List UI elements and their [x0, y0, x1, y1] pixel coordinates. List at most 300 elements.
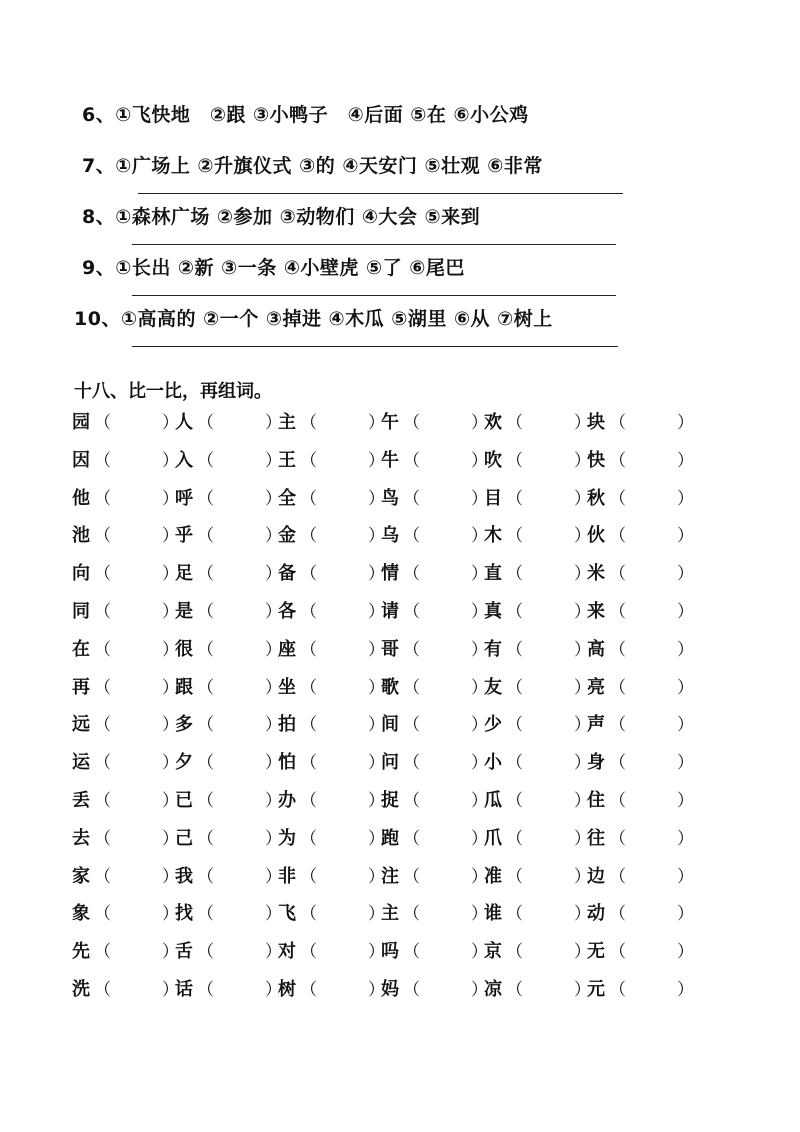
- grid-row: [72, 480, 712, 518]
- grid-cell: [381, 555, 488, 593]
- close-paren: ）: [265, 601, 282, 622]
- answer-line-9[interactable]: [132, 295, 616, 296]
- grid-character: 他: [72, 487, 90, 509]
- grid-row: [72, 555, 712, 593]
- close-paren: ）: [471, 677, 488, 698]
- open-paren: （: [197, 942, 214, 963]
- open-paren: （: [300, 828, 317, 849]
- grid-cell: [72, 706, 179, 744]
- grid-character: 歌: [381, 676, 399, 698]
- grid-cell: [484, 858, 591, 896]
- close-paren: ）: [574, 413, 591, 433]
- close-paren: ）: [677, 904, 694, 925]
- grid-cell: [587, 480, 694, 518]
- open-paren: （: [609, 979, 626, 1000]
- grid-character: 足: [175, 563, 193, 585]
- close-paren: ）: [574, 450, 591, 471]
- grid-character: 高: [587, 638, 605, 660]
- open-paren: （: [403, 904, 420, 925]
- open-paren: （: [300, 488, 317, 509]
- answer-line-8[interactable]: [132, 244, 616, 245]
- grid-cell: [587, 858, 694, 896]
- close-paren: ）: [162, 715, 179, 736]
- close-paren: ）: [265, 450, 282, 471]
- grid-cell: [587, 442, 694, 480]
- close-paren: ）: [162, 450, 179, 471]
- grid-character: 园: [72, 412, 90, 433]
- open-paren: （: [403, 639, 420, 660]
- open-paren: （: [506, 904, 523, 925]
- sentence-10: [74, 304, 553, 331]
- open-paren: （: [609, 413, 626, 433]
- open-paren: （: [609, 715, 626, 736]
- open-paren: （: [300, 904, 317, 925]
- section-title: 十八、比一比，再组词。: [74, 381, 272, 402]
- open-paren: （: [403, 828, 420, 849]
- grid-character: 各: [278, 600, 296, 622]
- grid-character: 是: [175, 600, 193, 622]
- grid-cell: [175, 744, 282, 782]
- grid-character: 来: [587, 600, 605, 622]
- open-paren: （: [506, 450, 523, 471]
- grid-cell: [72, 820, 179, 858]
- grid-character: 欢: [484, 412, 502, 433]
- grid-character: 象: [72, 903, 90, 925]
- grid-cell: [175, 782, 282, 820]
- close-paren: ）: [677, 866, 694, 887]
- open-paren: （: [506, 601, 523, 622]
- open-paren: （: [403, 526, 420, 547]
- grid-character: 友: [484, 676, 502, 698]
- grid-character: 丢: [72, 789, 90, 811]
- open-paren: （: [197, 450, 214, 471]
- grid-character: 找: [175, 903, 193, 925]
- open-paren: （: [197, 526, 214, 547]
- grid-character: 身: [587, 752, 605, 774]
- grid-cell: [175, 555, 282, 593]
- grid-character: 运: [72, 752, 90, 774]
- grid-character: 先: [72, 941, 90, 963]
- close-paren: ）: [677, 942, 694, 963]
- grid-cell: [484, 820, 591, 858]
- close-paren: ）: [471, 639, 488, 660]
- grid-cell: [175, 895, 282, 933]
- grid-character: 无: [587, 941, 605, 963]
- grid-character: 已: [175, 789, 193, 811]
- open-paren: （: [609, 564, 626, 585]
- close-paren: ）: [265, 753, 282, 774]
- grid-cell: [587, 669, 694, 707]
- grid-character: 米: [587, 563, 605, 585]
- grid-character: 池: [72, 525, 90, 547]
- grid-cell: [381, 933, 488, 971]
- close-paren: ）: [265, 526, 282, 547]
- grid-cell: [278, 895, 385, 933]
- open-paren: （: [506, 753, 523, 774]
- grid-row: [72, 404, 712, 442]
- open-paren: （: [197, 488, 214, 509]
- grid-cell: [72, 480, 179, 518]
- answer-line-10[interactable]: [132, 346, 618, 347]
- grid-cell: [484, 971, 591, 1009]
- close-paren: ）: [265, 677, 282, 698]
- open-paren: （: [609, 488, 626, 509]
- grid-character: 话: [175, 978, 193, 1000]
- grid-character: 因: [72, 449, 90, 471]
- grid-character: 主: [278, 412, 296, 433]
- close-paren: ）: [471, 979, 488, 1000]
- open-paren: （: [403, 753, 420, 774]
- grid-character: 乌: [381, 525, 399, 547]
- grid-character: 全: [278, 487, 296, 509]
- open-paren: （: [403, 942, 420, 963]
- grid-character: 主: [381, 903, 399, 925]
- close-paren: ）: [162, 753, 179, 774]
- grid-character: 注: [381, 865, 399, 887]
- close-paren: ）: [471, 904, 488, 925]
- grid-row: [72, 895, 712, 933]
- grid-cell: [484, 669, 591, 707]
- grid-cell: [175, 933, 282, 971]
- close-paren: ）: [162, 866, 179, 887]
- close-paren: ）: [368, 601, 385, 622]
- grid-character: 牛: [381, 449, 399, 471]
- open-paren: （: [300, 979, 317, 1000]
- grid-character: 王: [278, 449, 296, 471]
- open-paren: （: [94, 904, 111, 925]
- grid-character: 少: [484, 714, 502, 736]
- grid-cell: [278, 593, 385, 631]
- grid-cell: [484, 480, 591, 518]
- close-paren: ）: [162, 904, 179, 925]
- grid-cell: [72, 593, 179, 631]
- close-paren: ）: [162, 413, 179, 433]
- grid-character: 谁: [484, 903, 502, 925]
- grid-row: [72, 631, 712, 669]
- sentence-number: 10、: [74, 308, 121, 330]
- grid-character: 夕: [175, 752, 193, 774]
- open-paren: （: [403, 564, 420, 585]
- close-paren: ）: [265, 413, 282, 433]
- grid-cell: [278, 442, 385, 480]
- open-paren: （: [609, 601, 626, 622]
- grid-character: 哥: [381, 638, 399, 660]
- close-paren: ）: [677, 564, 694, 585]
- open-paren: （: [403, 488, 420, 509]
- close-paren: ）: [368, 866, 385, 887]
- close-paren: ）: [574, 715, 591, 736]
- grid-row: [72, 669, 712, 707]
- grid-character: 树: [278, 978, 296, 1000]
- close-paren: ）: [574, 564, 591, 585]
- open-paren: （: [403, 601, 420, 622]
- close-paren: ）: [368, 979, 385, 1000]
- open-paren: （: [609, 526, 626, 547]
- grid-cell: [381, 631, 488, 669]
- open-paren: （: [609, 866, 626, 887]
- open-paren: （: [197, 790, 214, 811]
- close-paren: ）: [471, 790, 488, 811]
- grid-cell: [381, 593, 488, 631]
- grid-cell: [72, 782, 179, 820]
- grid-cell: [72, 442, 179, 480]
- grid-cell: [381, 971, 488, 1009]
- open-paren: （: [197, 639, 214, 660]
- sentence-9: [82, 253, 465, 280]
- grid-character: 备: [278, 563, 296, 585]
- grid-cell: [381, 480, 488, 518]
- close-paren: ）: [574, 488, 591, 509]
- grid-character: 去: [72, 827, 90, 849]
- open-paren: （: [94, 601, 111, 622]
- grid-cell: [175, 593, 282, 631]
- close-paren: ）: [677, 753, 694, 774]
- grid-cell: [587, 971, 694, 1009]
- grid-cell: [484, 555, 591, 593]
- grid-cell: [278, 631, 385, 669]
- close-paren: ）: [368, 942, 385, 963]
- grid-cell: [484, 782, 591, 820]
- grid-cell: [381, 858, 488, 896]
- open-paren: （: [300, 866, 317, 887]
- sentence-words: ①飞快地 ②跟 ③小鸭子 ④后面 ⑤在 ⑥小公鸡: [115, 104, 529, 126]
- grid-cell: [72, 404, 179, 442]
- grid-character: 同: [72, 600, 90, 622]
- grid-row: [72, 706, 712, 744]
- close-paren: ）: [471, 601, 488, 622]
- grid-character: 家: [72, 865, 90, 887]
- close-paren: ）: [574, 866, 591, 887]
- close-paren: ）: [368, 564, 385, 585]
- grid-cell: [381, 442, 488, 480]
- open-paren: （: [300, 413, 317, 433]
- grid-character: 办: [278, 789, 296, 811]
- close-paren: ）: [368, 639, 385, 660]
- grid-cell: [587, 895, 694, 933]
- grid-cell: [175, 404, 282, 442]
- grid-cell: [278, 669, 385, 707]
- close-paren: ）: [677, 488, 694, 509]
- close-paren: ）: [368, 904, 385, 925]
- sentence-words: ①长出 ②新 ③一条 ④小壁虎 ⑤了 ⑥尾巴: [115, 257, 465, 279]
- open-paren: （: [403, 790, 420, 811]
- sentence-number: 9、: [82, 257, 116, 279]
- grid-cell: [72, 971, 179, 1009]
- open-paren: （: [94, 677, 111, 698]
- close-paren: ）: [677, 828, 694, 849]
- grid-cell: [381, 517, 488, 555]
- answer-line-7[interactable]: [138, 193, 623, 194]
- open-paren: （: [609, 639, 626, 660]
- close-paren: ）: [265, 942, 282, 963]
- grid-character: 真: [484, 600, 502, 622]
- grid-cell: [484, 442, 591, 480]
- grid-character: 边: [587, 865, 605, 887]
- grid-cell: [72, 744, 179, 782]
- close-paren: ）: [574, 639, 591, 660]
- grid-character: 妈: [381, 978, 399, 1000]
- close-paren: ）: [471, 526, 488, 547]
- grid-character: 吗: [381, 941, 399, 963]
- open-paren: （: [197, 979, 214, 1000]
- close-paren: ）: [471, 488, 488, 509]
- close-paren: ）: [368, 677, 385, 698]
- grid-character: 在: [72, 638, 90, 660]
- grid-cell: [72, 858, 179, 896]
- grid-character: 准: [484, 865, 502, 887]
- open-paren: （: [300, 715, 317, 736]
- grid-character: 为: [278, 827, 296, 849]
- grid-character: 间: [381, 714, 399, 736]
- open-paren: （: [609, 677, 626, 698]
- grid-character: 声: [587, 714, 605, 736]
- open-paren: （: [506, 828, 523, 849]
- open-paren: （: [300, 790, 317, 811]
- close-paren: ）: [265, 564, 282, 585]
- grid-character: 捉: [381, 789, 399, 811]
- sentence-words: ①森林广场 ②参加 ③动物们 ④大会 ⑤来到: [115, 206, 481, 228]
- grid-cell: [175, 820, 282, 858]
- close-paren: ）: [574, 753, 591, 774]
- grid-character: 多: [175, 714, 193, 736]
- close-paren: ）: [574, 904, 591, 925]
- grid-character: 凉: [484, 978, 502, 1000]
- close-paren: ）: [368, 753, 385, 774]
- open-paren: （: [300, 564, 317, 585]
- grid-row: [72, 971, 712, 1009]
- grid-cell: [278, 555, 385, 593]
- open-paren: （: [197, 828, 214, 849]
- grid-character: 亮: [587, 676, 605, 698]
- grid-character: 跟: [175, 676, 193, 698]
- grid-cell: [278, 706, 385, 744]
- grid-cell: [381, 404, 488, 442]
- grid-cell: [278, 820, 385, 858]
- grid-character: 块: [587, 412, 605, 433]
- open-paren: （: [197, 564, 214, 585]
- grid-character: 问: [381, 752, 399, 774]
- close-paren: ）: [368, 413, 385, 433]
- open-paren: （: [506, 979, 523, 1000]
- word-building-grid: [72, 404, 712, 1009]
- open-paren: （: [609, 828, 626, 849]
- grid-cell: [72, 631, 179, 669]
- grid-cell: [381, 669, 488, 707]
- grid-cell: [587, 404, 694, 442]
- close-paren: ）: [162, 601, 179, 622]
- open-paren: （: [300, 639, 317, 660]
- open-paren: （: [609, 790, 626, 811]
- close-paren: ）: [368, 526, 385, 547]
- grid-cell: [587, 933, 694, 971]
- open-paren: （: [94, 488, 111, 509]
- close-paren: ）: [471, 828, 488, 849]
- grid-cell: [484, 404, 591, 442]
- close-paren: ）: [265, 828, 282, 849]
- open-paren: （: [506, 942, 523, 963]
- grid-cell: [175, 971, 282, 1009]
- grid-character: 拍: [278, 714, 296, 736]
- grid-character: 情: [381, 563, 399, 585]
- grid-cell: [278, 744, 385, 782]
- open-paren: （: [94, 450, 111, 471]
- grid-cell: [484, 706, 591, 744]
- grid-character: 秋: [587, 487, 605, 509]
- grid-cell: [381, 706, 488, 744]
- grid-row: [72, 820, 712, 858]
- open-paren: （: [403, 677, 420, 698]
- grid-cell: [484, 933, 591, 971]
- open-paren: （: [506, 866, 523, 887]
- close-paren: ）: [574, 828, 591, 849]
- close-paren: ）: [265, 979, 282, 1000]
- grid-character: 鸟: [381, 487, 399, 509]
- close-paren: ）: [368, 790, 385, 811]
- grid-character: 伙: [587, 525, 605, 547]
- close-paren: ）: [265, 488, 282, 509]
- close-paren: ）: [471, 942, 488, 963]
- grid-cell: [381, 744, 488, 782]
- grid-character: 爪: [484, 827, 502, 849]
- close-paren: ）: [574, 601, 591, 622]
- grid-cell: [587, 706, 694, 744]
- open-paren: （: [609, 450, 626, 471]
- grid-character: 呼: [175, 487, 193, 509]
- grid-character: 洗: [72, 978, 90, 1000]
- open-paren: （: [197, 715, 214, 736]
- open-paren: （: [403, 715, 420, 736]
- close-paren: ）: [677, 601, 694, 622]
- open-paren: （: [506, 526, 523, 547]
- close-paren: ）: [368, 715, 385, 736]
- grid-cell: [72, 517, 179, 555]
- close-paren: ）: [265, 866, 282, 887]
- grid-character: 很: [175, 638, 193, 660]
- close-paren: ）: [162, 828, 179, 849]
- grid-character: 午: [381, 412, 399, 433]
- open-paren: （: [609, 753, 626, 774]
- grid-character: 有: [484, 638, 502, 660]
- grid-character: 瓜: [484, 789, 502, 811]
- grid-cell: [175, 858, 282, 896]
- grid-character: 飞: [278, 903, 296, 925]
- close-paren: ）: [162, 942, 179, 963]
- close-paren: ）: [162, 979, 179, 1000]
- grid-cell: [175, 706, 282, 744]
- grid-character: 对: [278, 941, 296, 963]
- close-paren: ）: [677, 979, 694, 1000]
- close-paren: ）: [368, 450, 385, 471]
- close-paren: ）: [265, 790, 282, 811]
- grid-cell: [278, 480, 385, 518]
- open-paren: （: [94, 828, 111, 849]
- grid-row: [72, 442, 712, 480]
- grid-row: [72, 858, 712, 896]
- grid-row: [72, 593, 712, 631]
- open-paren: （: [94, 413, 111, 433]
- open-paren: （: [94, 526, 111, 547]
- sentence-number: 8、: [82, 206, 116, 228]
- open-paren: （: [403, 450, 420, 471]
- close-paren: ）: [471, 450, 488, 471]
- grid-character: 直: [484, 563, 502, 585]
- sentence-words: ①广场上 ②升旗仪式 ③的 ④天安门 ⑤壮观 ⑥非常: [115, 155, 543, 177]
- grid-cell: [278, 858, 385, 896]
- close-paren: ）: [162, 526, 179, 547]
- close-paren: ）: [162, 488, 179, 509]
- close-paren: ）: [471, 413, 488, 433]
- open-paren: （: [197, 677, 214, 698]
